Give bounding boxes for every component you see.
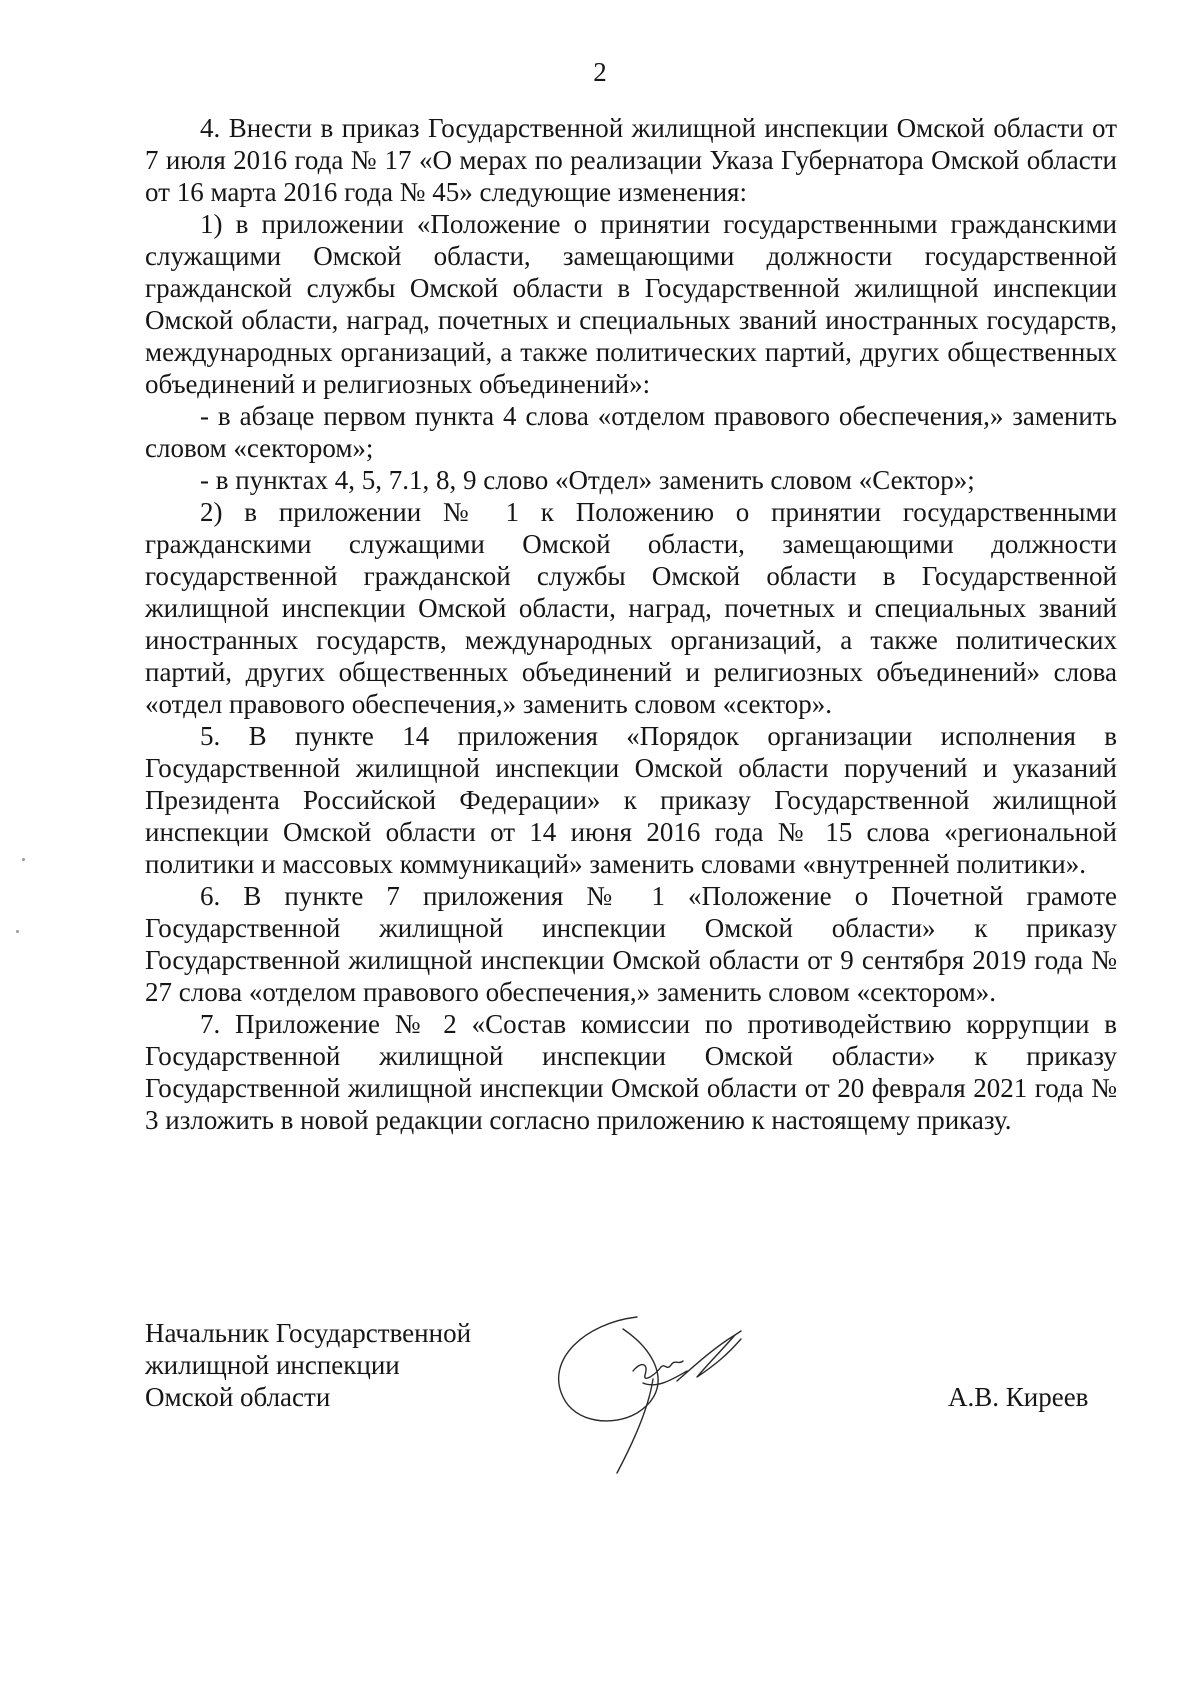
scan-speck	[22, 858, 25, 861]
paragraph-item-4: 4. Внести в приказ Государственной жилищной инспекции Омской области от 7 июля 2016 года № 17 «О мерах по реализации Указа Губернатора Омской области от 16 марта 2016 года № 45» следующие изменения:	[145, 113, 1117, 207]
paragraph-item-5: 5. В пункте 14 приложения «Порядок организации исполнения в Государственной жилищной инспекции Омской области поручений и указаний Президента Российской Федерации» к приказу Государственной жилищной инспекции Омской области от 14 июня 2016 года № 15 слова «региональной политики и массовых коммуникаций» заменить словами «внутренней политики».	[145, 721, 1117, 879]
paragraph-subitem-1: 1) в приложении «Положение о принятии государственными гражданскими служащими Омской области, замещающими должности государственной гражданской службы Омской области в Государственной жилищной инспекции Омской области, наград, почетных и специальных званий иностранных государств, международных организаций, а также политических партий, других общественных объединений и религиозных объединений»:	[145, 209, 1117, 399]
signatory-position-line: жилищной инспекции	[145, 1350, 400, 1380]
signatory-position-line: Омской области	[145, 1382, 331, 1412]
handwritten-signature	[545, 1305, 815, 1485]
paragraph-item-6: 6. В пункте 7 приложения № 1 «Положение о Почетной грамоте Государственной жилищной инспекции Омской области» к приказу Государственной жилищной инспекции Омской области от 9 сентября 2019 года № 27 слова «отделом правового обеспечения,» заменить словом «сектором».	[145, 881, 1117, 1007]
paragraph-item-7: 7. Приложение № 2 «Состав комиссии по противодействию коррупции в Государственной жилищной инспекции Омской области» к приказу Государственной жилищной инспекции Омской области от 20 февраля 2021 года № 3 изложить в новой редакции согласно приложению к настоящему приказу.	[145, 1009, 1117, 1135]
page-number: 2	[593, 57, 607, 87]
paragraph-subitem-2: 2) в приложении № 1 к Положению о принятии государственными гражданскими служащими Омской области, замещающими должности государственной гражданской службы Омской области в Государственной жилищной инспекции Омской области, наград, почетных и специальных званий иностранных государств, международных организаций, а также политических партий, других общественных объединений и религиозных объединений» слова «отдел правового обеспечения,» заменить словом «сектор».	[145, 497, 1117, 719]
scan-speck	[16, 930, 19, 933]
paragraph-dash-1: - в абзаце первом пункта 4 слова «отделом правового обеспечения,» заменить словом «сектором»;	[145, 401, 1117, 463]
signatory-name: А.В. Киреев	[948, 1382, 1089, 1412]
signatory-position-line: Начальник Государственной	[145, 1318, 472, 1348]
signatory-position	[145, 1317, 471, 1413]
paragraph-dash-2: - в пунктах 4, 5, 7.1, 8, 9 слово «Отдел» заменить словом «Сектор»;	[200, 465, 975, 495]
document-body	[145, 112, 1117, 1136]
